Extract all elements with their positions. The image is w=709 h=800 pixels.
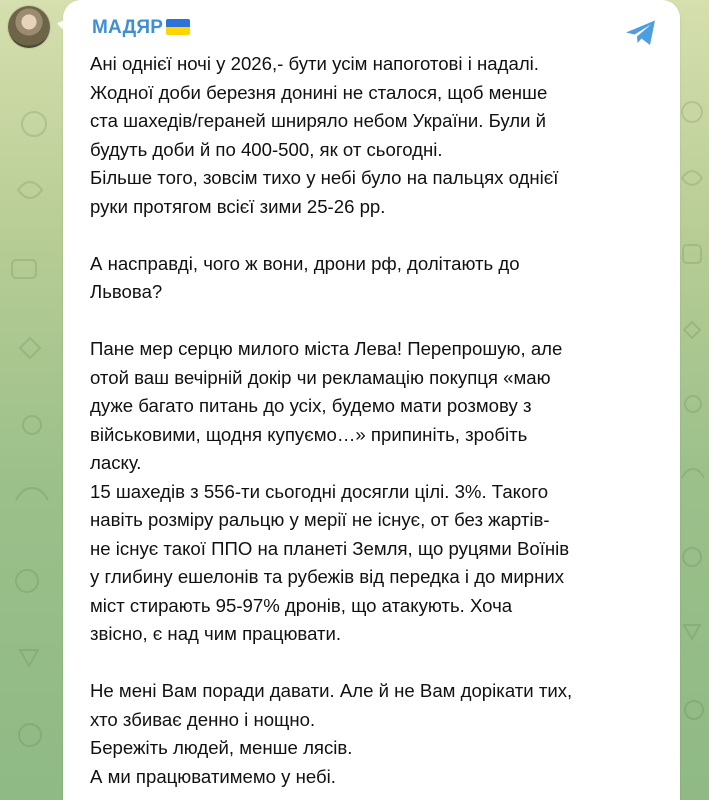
message-line: Не мені Вам поради давати. Але й не Вам дорікати тих, [90, 680, 573, 701]
message-line: звісно, є над чим працювати. [90, 623, 342, 644]
message-paragraph [90, 250, 665, 307]
message-line: Пане мер серцю милого міста Лева! Перепрошую, але [90, 338, 563, 359]
message-line: у глибину ешелонів та рубежів від передка і до мирних [90, 566, 565, 587]
message-line: ласку. [90, 452, 142, 473]
message-bubble [63, 0, 680, 800]
message-line: дуже багато питань до усіх, будемо мати розмову з [90, 395, 532, 416]
message-paragraph [90, 677, 665, 791]
message-line: Ані однієї ночі у 2026,- бути усім напоготові і надалі. [90, 53, 539, 74]
channel-name-text[interactable]: МАДЯР [92, 17, 164, 38]
message-line: А ми працюватимемо у небі. [90, 765, 336, 787]
message-line: руки протягом всієї зими 25-26 рр. [90, 195, 386, 217]
message-line: А насправді, чого ж вони, дрони рф, долітають до [90, 252, 520, 274]
message-line: міст стирають 95-97% дронів, що атакують. Хоча [90, 594, 513, 616]
message-line: Бережіть людей, менше лясів. [90, 737, 353, 758]
message-paragraph [90, 50, 665, 221]
ukraine-flag-icon [166, 19, 190, 35]
message-line: Львова? [90, 281, 163, 302]
channel-name[interactable] [92, 17, 190, 39]
message-line: Більше того, зовсім тихо у небі було на пальцях однієї [90, 167, 559, 188]
message-line: не існує такої ППО на планеті Земля, що руцями Воїнів [90, 537, 570, 559]
message-line: хто збиває денно і нощно. [90, 708, 316, 730]
message-line: отой ваш вечірній докір чи рекламацію покупця «маю [90, 366, 551, 388]
message-line: ста шахедів/гераней шниряло небом України. Були й [90, 110, 547, 131]
telegram-share-icon[interactable] [624, 18, 658, 48]
message-paragraph [90, 335, 665, 649]
message-line: 15 шахедів з 556-ти сьогодні досягли цілі. 3%. Такого [90, 480, 549, 502]
message-line: військовими, щодня купуємо…» припиніть, зробіть [90, 423, 528, 445]
channel-avatar[interactable] [8, 6, 50, 48]
message-line: навіть розміру ральцю у мерії не існує, от без жартів- [90, 509, 550, 530]
message-line: Жодної доби березня донині не сталося, щоб менше [90, 81, 548, 103]
message-line: будуть доби й по 400-500, як от сьогодні. [90, 138, 443, 160]
message-text [90, 50, 665, 791]
